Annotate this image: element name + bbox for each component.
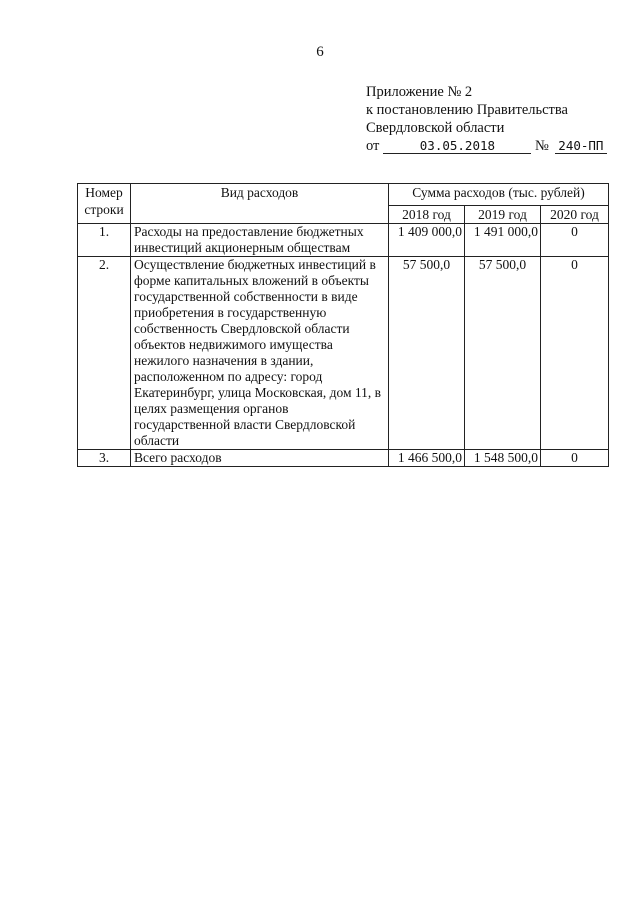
resolution-number: 240-ПП bbox=[555, 139, 607, 154]
appendix-resolution: к постановлению Правительства bbox=[366, 102, 568, 118]
row-value-2018: 1 466 500,0 bbox=[389, 450, 465, 467]
row-value-2020: 0 bbox=[541, 257, 609, 450]
header-expense-type: Вид расходов bbox=[131, 184, 389, 224]
row-value-2019: 1 491 000,0 bbox=[465, 224, 541, 257]
header-year-2019: 2019 год bbox=[465, 206, 541, 224]
row-value-2019: 1 548 500,0 bbox=[465, 450, 541, 467]
header-row-number: Номер строки bbox=[78, 184, 131, 224]
row-value-2018: 1 409 000,0 bbox=[389, 224, 465, 257]
from-label: от bbox=[366, 138, 380, 154]
table-row bbox=[78, 224, 609, 257]
row-expense-name: Осуществление бюджетных инвестиций в форме капитальных вложений в объекты государственной собственности в виде приобретения в государственную собственность Свердловской области объектов недвижимого имущества нежилого назначения в здании, расположенном по адресу: город Екатеринбург, улица Московская, дом 11, в целях размещения органов государственной власти Свердловской области bbox=[131, 257, 389, 450]
table-row bbox=[78, 450, 609, 467]
row-number: 2. bbox=[78, 257, 131, 450]
page-number: 6 bbox=[316, 44, 324, 60]
appendix-region: Свердловской области bbox=[366, 120, 505, 136]
appendix-header bbox=[366, 83, 607, 155]
header-year-2020: 2020 год bbox=[541, 206, 609, 224]
header-expense-sum: Сумма расходов (тыс. рублей) bbox=[389, 184, 609, 206]
row-expense-name: Расходы на предоставление бюджетных инвестиций акционерным обществам bbox=[131, 224, 389, 257]
row-number: 1. bbox=[78, 224, 131, 257]
row-value-2020: 0 bbox=[541, 450, 609, 467]
table-row bbox=[78, 257, 609, 450]
appendix-date-line bbox=[366, 137, 607, 155]
row-number: 3. bbox=[78, 450, 131, 467]
row-value-2019: 57 500,0 bbox=[465, 257, 541, 450]
row-value-2020: 0 bbox=[541, 224, 609, 257]
number-label: № bbox=[535, 138, 549, 154]
row-expense-name: Всего расходов bbox=[131, 450, 389, 467]
expenses-table bbox=[77, 183, 609, 467]
resolution-date: 03.05.2018 bbox=[383, 139, 531, 154]
row-value-2018: 57 500,0 bbox=[389, 257, 465, 450]
header-year-2018: 2018 год bbox=[389, 206, 465, 224]
appendix-title: Приложение № 2 bbox=[366, 84, 473, 100]
